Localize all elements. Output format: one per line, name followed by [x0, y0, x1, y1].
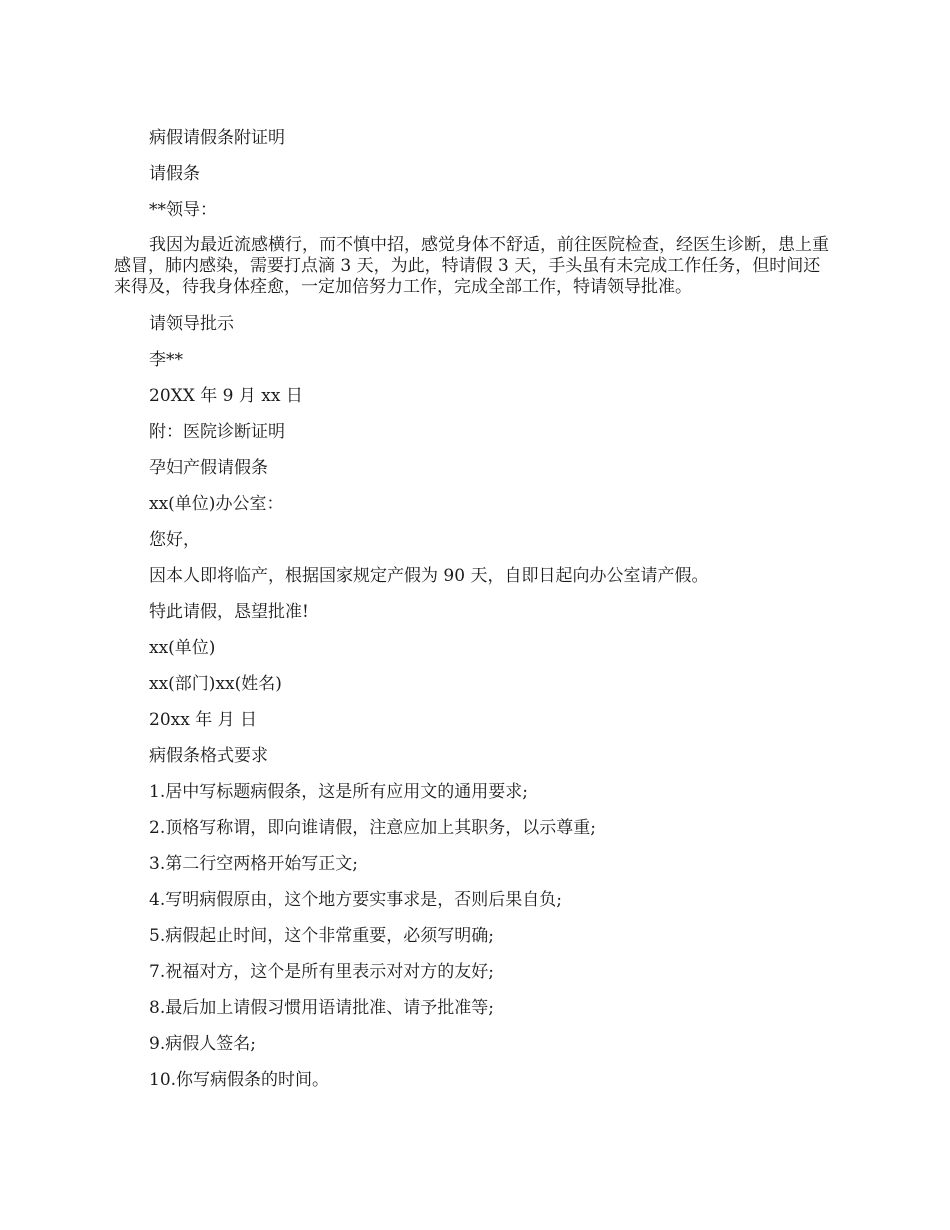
- document-body: [114, 127, 836, 1105]
- section-heading-format: 病假条格式要求: [149, 746, 268, 766]
- format-item: 1.居中写标题病假条，这是所有应用文的通用要求;: [149, 782, 528, 802]
- maternity-unit: xx(单位): [149, 638, 216, 658]
- section-heading-maternity: 孕妇产假请假条: [149, 458, 268, 478]
- format-item: 8.最后加上请假习惯用语请批准、请予批准等;: [149, 998, 494, 1018]
- greeting: 您好，: [149, 530, 200, 550]
- section-heading-leave-note: 请假条: [149, 164, 200, 184]
- format-item: 2.顶格写称谓，即向谁请假，注意应加上其职务，以示尊重;: [149, 818, 596, 838]
- date-line: 20XX 年 9 月 xx 日: [149, 386, 303, 406]
- maternity-department-name: xx(部门)xx(姓名): [149, 674, 282, 694]
- salutation: **领导：: [149, 200, 217, 220]
- maternity-date: 20xx 年 月 日: [149, 710, 258, 730]
- maternity-body: 因本人即将临产，根据国家规定产假为 90 天，自即日起向办公室请产假。: [149, 566, 709, 586]
- format-item: 7.祝福对方，这个是所有里表示对对方的友好;: [149, 962, 494, 982]
- format-item: 3.第二行空两格开始写正文;: [149, 854, 358, 874]
- approval-request: 请领导批示: [149, 314, 234, 334]
- maternity-salutation: xx(单位)办公室：: [149, 494, 284, 514]
- maternity-closing: 特此请假，恳望批准!: [149, 602, 309, 622]
- attachment-note: 附：医院诊断证明: [149, 422, 285, 442]
- document-title: 病假请假条附证明: [149, 128, 285, 148]
- format-item: 9.病假人签名;: [149, 1034, 256, 1054]
- format-item: 10.你写病假条的时间。: [149, 1070, 330, 1090]
- body-paragraph: 我因为最近流感横行，而不慎中招，感觉身体不舒适，前往医院检查，经医生诊断，患上重感冒，肺内感染，需要打点滴 3 天，为此，特请假 3 天，手头虽有未完成工作任务，但时间还来得及，待我身体痊愈，一定加倍努力工作，完成全部工作，特请领导批准。: [114, 235, 829, 297]
- signature: 李**: [149, 350, 183, 370]
- format-item: 4.写明病假原由，这个地方要实事求是，否则后果自负;: [149, 890, 562, 910]
- format-item: 5.病假起止时间，这个非常重要，必须写明确;: [149, 926, 494, 946]
